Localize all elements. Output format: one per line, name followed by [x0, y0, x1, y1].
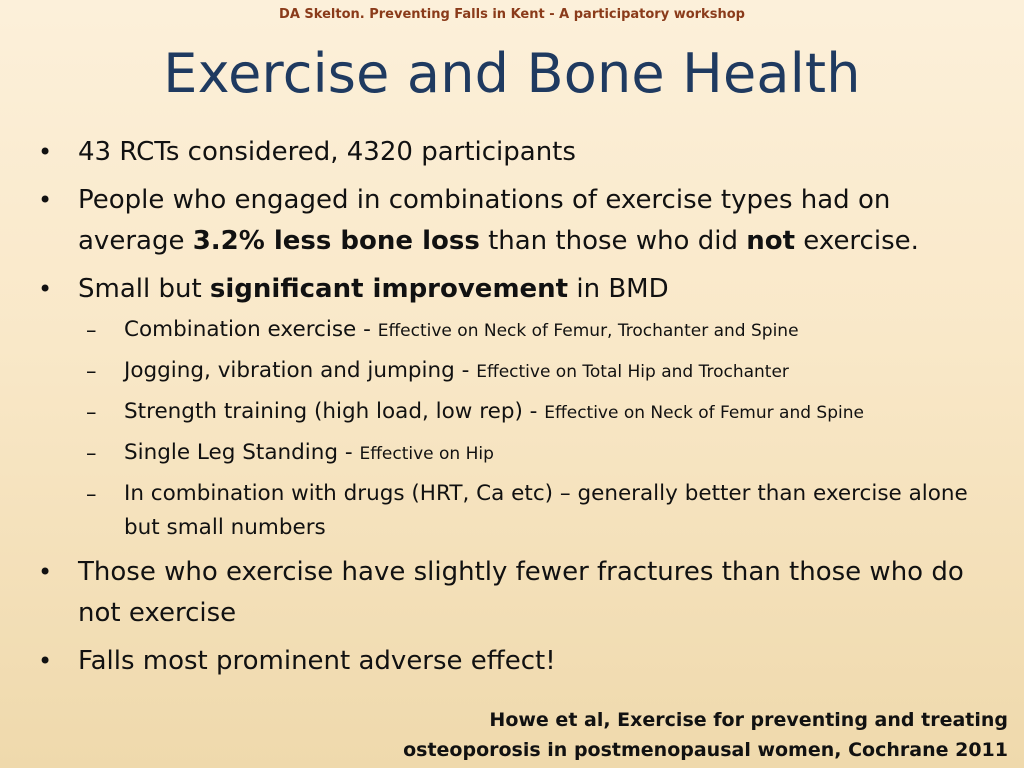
bullet-text: Small but	[78, 274, 210, 304]
dash-icon: –	[86, 482, 97, 506]
bullet-dot-icon: •	[38, 275, 53, 303]
bullet-item-bmd	[38, 269, 988, 545]
bullet-text: People who engaged in combinations of exercise types had on average	[78, 185, 891, 256]
sub-bullet-detail: Effective on Hip	[359, 444, 494, 464]
sub-bullet-item	[78, 436, 988, 471]
bullet-dot-icon: •	[38, 138, 53, 166]
bullet-dot-icon: •	[38, 647, 53, 675]
bullet-text: 43 RCTs considered, 4320 participants	[78, 137, 576, 167]
sub-bullet-item	[78, 354, 988, 389]
bullet-item-bone-loss	[38, 180, 988, 262]
bullet-bold-text: significant improvement	[209, 274, 569, 304]
sub-bullet-detail: Effective on Neck of Femur and Spine	[544, 403, 864, 423]
bullet-item-falls	[38, 641, 988, 682]
bullet-list	[38, 132, 988, 689]
sub-bullet-detail: Effective on Total Hip and Trochanter	[476, 362, 789, 382]
bullet-item-fractures	[38, 552, 988, 634]
citation-line-2: osteoporosis in postmenopausal women, Cochrane 2011	[403, 739, 1008, 761]
bullet-text: exercise.	[795, 226, 919, 256]
sub-bullet-detail: Effective on Neck of Femur, Trochanter and Spine	[377, 321, 799, 341]
sub-bullet-text: Jogging, vibration and jumping -	[124, 358, 477, 383]
sub-bullet-list	[78, 313, 988, 545]
bullet-bold-text: not	[746, 226, 796, 256]
dash-icon: –	[86, 441, 97, 465]
bullet-dot-icon: •	[38, 186, 53, 214]
sub-bullet-item	[78, 313, 988, 348]
sub-bullet-text: Strength training (high load, low rep) -	[124, 399, 545, 424]
bullet-text: Falls most prominent adverse effect!	[78, 646, 556, 676]
bullet-text: than those who did	[479, 226, 747, 256]
citation	[403, 705, 1008, 765]
bullet-bold-text: 3.2% less bone loss	[192, 226, 480, 256]
bullet-item-rcts	[38, 132, 988, 173]
dash-icon: –	[86, 318, 97, 342]
bullet-text: Those who exercise have slightly fewer fractures than those who do not exercise	[78, 557, 964, 628]
sub-bullet-text: Combination exercise -	[124, 317, 378, 342]
dash-icon: –	[86, 400, 97, 424]
sub-bullet-text: In combination with drugs (HRT, Ca etc) – generally better than exercise alone but small numbers	[124, 481, 968, 540]
bullet-text: in BMD	[568, 274, 669, 304]
sub-bullet-item	[78, 395, 988, 430]
sub-bullet-item	[78, 477, 988, 545]
slide-title: Exercise and Bone Health	[163, 42, 861, 105]
dash-icon: –	[86, 359, 97, 383]
bullet-dot-icon: •	[38, 558, 53, 586]
header-note: DA Skelton. Preventing Falls in Kent - A participatory workshop	[279, 7, 745, 22]
citation-line-1: Howe et al, Exercise for preventing and treating	[489, 709, 1008, 731]
sub-bullet-text: Single Leg Standing -	[124, 440, 360, 465]
